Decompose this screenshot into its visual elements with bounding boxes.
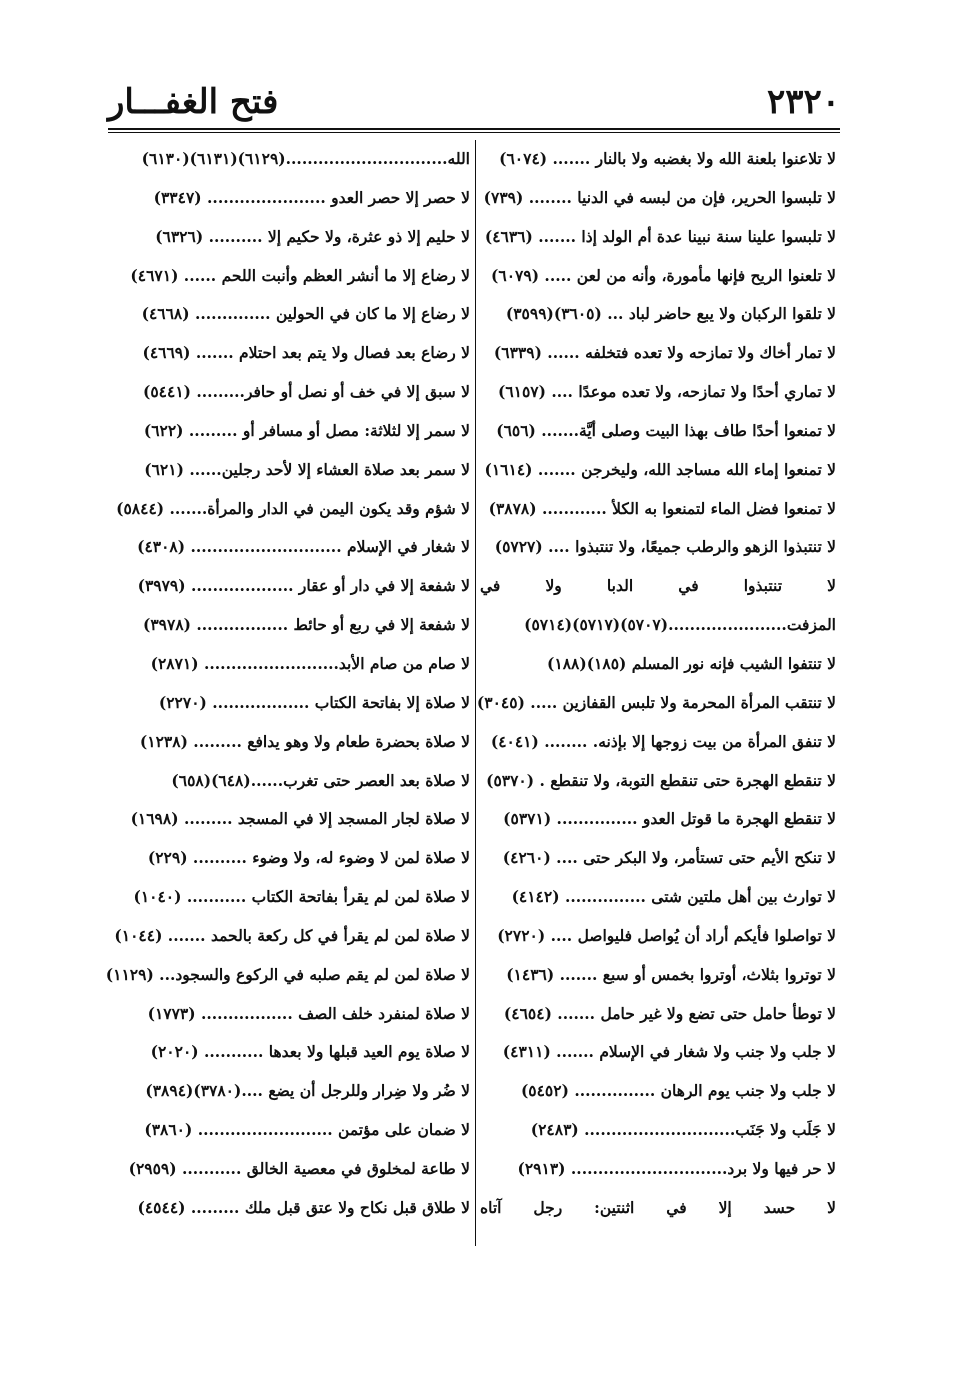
index-entry: لا جلب ولا جنب ولا شغار في الإسلام ....... (٤٣١١): [502, 1042, 836, 1062]
index-entry: لا صلاة لمن لم يقرأ بفاتحة الكتاب ........... (١٠٤٠): [133, 887, 470, 907]
index-entry: لا توارث بين أهل ملتين شتى ............... (٤١٤٢): [511, 887, 836, 907]
index-entry: لا شؤم وقد يكون اليمن في الدار والمرأة....... (٥٨٤٤): [116, 498, 470, 518]
index-entry: لا صام من صام الأبد......................... (٢٨٧١): [150, 653, 470, 673]
index-entry: لا شغار في الإسلام ............................ (٤٣٠٨): [137, 537, 470, 557]
index-entry: لا توتروا بثلاث، أوتروا بخمس أو سبع ....... (١٤٣٦): [506, 964, 836, 984]
page-number: ٢٣٢٠: [766, 82, 840, 122]
index-entry: لا طاعة لمخلوق في معصية الخالق ........... (٢٩٥٩): [128, 1158, 470, 1178]
index-entry: لا سبق إلا في خف أو نصل أو حافر......... (٥٤٤١): [143, 382, 470, 402]
index-entry: لا رضاع إلا ما كان في الحولين .............. (٤٦٦٨): [141, 304, 470, 324]
index-entry: لا تمار أخاك ولا تمازحه ولا تعده فتخلفه ...... (٦٣٣٩): [493, 343, 836, 363]
index-entry: لا توطأ حامل حتى تضع ولا غير حامل ....... (٤٦٥٤): [503, 1003, 836, 1023]
index-entry: لا شفعة إلا في ربع أو حائط ................. (٣٩٧٨): [143, 615, 470, 635]
index-entry: لا سمر بعد صلاة العشاء إلا لأحد رجلين...... (٦٢١): [144, 459, 470, 479]
index-entry: لا تنتبذوا في الدبا ولا في: [480, 576, 836, 596]
index-entry: لا تنفق المرأة من بيت زوجها إلا بإذنه. ........ (٤٠٤١): [490, 731, 836, 751]
index-entry: لا تنتقب المرأة المحرمة ولا تلبس القفازين ..... (٣٠٤٥): [476, 692, 836, 712]
index-entry: لا حليم إلا ذو عثرة، ولا حكيم إلا .......... (٦٣٢٦): [155, 226, 470, 246]
index-entry: لا تلاعنوا بلعنة الله ولا بغضبه ولا بالنار ....... (٦٠٧٤): [499, 149, 836, 168]
index-entry: لا صلاة لمن لم يقم صلبه في الركوع والسجود... (١١٢٩): [105, 964, 470, 984]
right-column: [476, 140, 836, 1228]
book-title: فتح الغفـــار: [108, 82, 279, 122]
index-entry: المزفت......................(٥٧٠٧)(٥٧١٧)(٥٧١٤): [524, 615, 836, 635]
header-rule: [108, 128, 840, 130]
index-entry: لا صلاة إلا بفاتحة الكتاب .................. (٢٢٧٠): [158, 692, 470, 712]
index-entry: لا تمنعوا فضل الماء لتمنعوا به الكلأ ............ (٣٨٧٨): [488, 498, 836, 518]
index-entry: الله..............................(٦١٢٩)(٦١٣١)(٦١٣٠): [141, 149, 470, 168]
index-entry: لا تنقطع الهجرة حتى تنقطع التوبة، ولا تنقطع . (٥٣٧٠): [486, 770, 836, 790]
index-entry: لا تنتفوا الشيب فإنه نور المسلم (١٨٥)(١٨٨): [547, 653, 836, 673]
index-entry: لا صلاة لمنفرد خلف الصف ................. (١٧٧٣): [147, 1003, 470, 1023]
index-entry: لا تواصلوا فأيكم أراد أن يُواصل فليواصل .... (٢٧٢٠): [497, 925, 836, 945]
header-rule-thin: [108, 132, 840, 133]
index-entry: لا تنتبذوا الزهو والرطب جميعًا، ولا تنتبذوا .... (٥٧٢٧): [494, 537, 836, 557]
index-entry: لا حصر إلا حصر العدو ...................... (٣٣٤٧): [153, 187, 470, 207]
index-entry: لا تلقوا الركبان ولا يبع حاضر لباد ... (٣٦٠٥)(٣٥٩٩): [505, 304, 836, 324]
index-entry: لا صلاة لمن لا وضوء له، ولا وضوء .......... (٢٢٩): [147, 848, 470, 868]
index-entry: لا صلاة لمن لم يقرأ في كل ركعة بالحمد ....... (١٠٤٤): [114, 925, 470, 945]
index-entry: لا جَلَب ولا جَنَب............................ (٢٤٨٣): [530, 1120, 836, 1140]
index-entry: لا ضُر ولا ضِرار وللرجل أن يضع ....(٣٧٨٠)(٣٨٩٤): [145, 1081, 470, 1101]
index-entry: لا صلاة بعد العصر حتى تغرب......(٦٤٨)(٦٥٨): [171, 770, 470, 790]
index-entry: لا تمنعوا أحدًا طاف بهذا البيت وصلى أيَّة....... (٦٥٦): [496, 420, 836, 440]
column-divider: [475, 140, 476, 1246]
index-entry: لا صلاة لجار المسجد إلا في المسجد ......... (١٦٩٨): [130, 809, 470, 829]
index-entry: لا تماري أحدًا ولا تمازحه، ولا تعده موعدًا .... (٦١٥٧): [497, 382, 836, 402]
left-column: [105, 140, 470, 1228]
index-entry: لا ضمان على مؤتمن ......................... (٣٨٦٠): [144, 1120, 470, 1140]
page-header: [108, 78, 840, 126]
index-entry: لا صلاة بحضرة طعام ولا وهو يدافع ......... (١٢٣٨): [139, 731, 470, 751]
index-entry: لا تنقطع الهجرة ما قوتل العدو ............... (٥٣٧١): [503, 809, 836, 829]
index-entry: لا رضاع بعد فصال ولا يتم بعد احتلام ....... (٤٦٦٩): [142, 343, 470, 363]
index-entry: لا حسد إلا في اثنتين: رجل آتاه: [480, 1197, 836, 1217]
index-entry: لا تلبسوا علينا سنة نبينا عدة أم الولد إذا ....... (٤٦٣٦): [484, 226, 836, 246]
index-entry: لا جلب ولا جنب يوم الرهان ............... (٥٤٥٢): [520, 1081, 836, 1101]
index-entry: لا شفعة إلا في دار أو عقار ................... (٣٩٧٩): [137, 576, 470, 596]
index-entry: لا تنكح الأيم حتى تستأمر، ولا البكر حتى .... (٤٢٦٠): [502, 848, 836, 868]
index-entry: لا رضاع إلا ما أنشر العظم وأنبت اللحم ...... (٤٦٧١): [130, 265, 470, 285]
index-entry: لا تلعنوا الريح فإنها مأمورة، وأنه من لعن ..... (٦٠٧٩): [491, 265, 836, 285]
index-entry: لا صلاة يوم العيد قبلها ولا بعدها ........... (٢٠٢٠): [150, 1042, 470, 1062]
index-entry: لا تلبسوا الحرير، فإن من لبسه في الدنيا ........ (٧٣٩): [483, 187, 836, 207]
index-entry: لا طلاق قبل نكاح ولا عتق قبل ملك ......... (٤٥٤٤): [137, 1197, 470, 1217]
index-entry: لا تمنعوا إماء الله مساجد الله، وليخرجن ....... (١٦١٤): [484, 459, 836, 479]
index-entry: لا حر فيها ولا برد............................. (٢٩١٣): [517, 1158, 836, 1178]
index-entry: لا سمر إلا لثلاثة: مصل أو مسافر أو ......... (٦٢٢): [143, 420, 470, 440]
